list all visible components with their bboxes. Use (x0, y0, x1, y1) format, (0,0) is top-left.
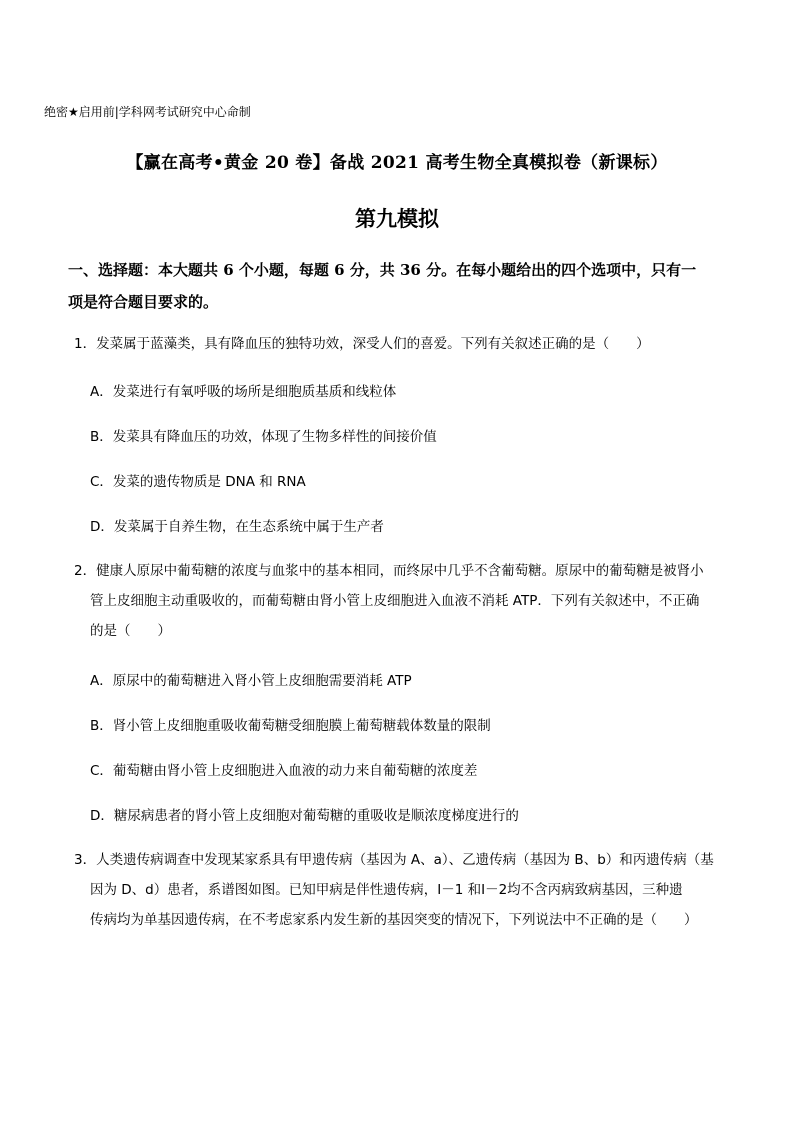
exam-subtitle: 第九模拟 (355, 206, 439, 231)
question-2-stem-line-2: 管上皮细胞主动重吸收的，而葡萄糖由肾小管上皮细胞进入血液不消耗 ATP．下列有关叙述中，不正确 (90, 593, 700, 609)
exam-title: 【赢在高考•黄金 20 卷】备战 2021 高考生物全真模拟卷（新课标） (126, 153, 668, 173)
section-instructions-line-2: 项是符合题目要求的。 (68, 293, 219, 311)
section-instructions-line-1: 一、选择题：本大题共 6 个小题，每题 6 分，共 36 分。在每小题给出的四个选项中，只有一 (68, 261, 697, 279)
question-2-option-d: D．糖尿病患者的肾小管上皮细胞对葡萄糖的重吸收是顺浓度梯度进行的 (90, 808, 519, 824)
header-note: 绝密★启用前|学科网考试研究中心命制 (44, 105, 251, 119)
question-1-option-c: C．发菜的遗传物质是 DNA 和 RNA (90, 474, 306, 490)
question-2-stem (74, 556, 734, 646)
question-1-stem (74, 329, 734, 359)
question-1-number: 1． (74, 336, 97, 352)
question-3-stem-line-1: 人类遗传病调查中发现某家系具有甲遗传病（基因为 A、a）、乙遗传病（基因为 B、b）和丙遗传病（基 (96, 852, 714, 868)
question-2-option-a: A．原尿中的葡萄糖进入肾小管上皮细胞需要消耗 ATP (90, 673, 412, 689)
question-3-number: 3． (74, 852, 97, 868)
question-3-stem-line-3: 传病均为单基因遗传病，在不考虑家系内发生新的基因突变的情况下，下列说法中不正确的是（ ） (90, 912, 698, 928)
question-3-stem (74, 845, 734, 935)
question-2-number: 2． (74, 563, 97, 579)
question-2-option-c: C．葡萄糖由肾小管上皮细胞进入血液的动力来自葡萄糖的浓度差 (90, 763, 478, 779)
question-1-option-a: A．发菜进行有氧呼吸的场所是细胞质基质和线粒体 (90, 384, 397, 400)
section-instructions (68, 254, 738, 318)
question-2-stem-line-1: 健康人原尿中葡萄糖的浓度与血浆中的基本相同，而终尿中几乎不含葡萄糖。原尿中的葡萄糖是被肾小 (96, 563, 704, 579)
question-1-option-b: B．发菜具有降血压的功效，体现了生物多样性的间接价值 (90, 429, 437, 445)
question-1-stem-line-1: 发菜属于蓝藻类，具有降血压的独特功效，深受人们的喜爱。下列有关叙述正确的是（ ） (96, 336, 650, 352)
question-2-option-b: B．肾小管上皮细胞重吸收葡萄糖受细胞膜上葡萄糖载体数量的限制 (90, 718, 491, 734)
question-2-stem-line-3: 的是（ ） (90, 623, 171, 639)
question-3-stem-line-2: 因为 D、d）患者，系谱图如图。已知甲病是伴性遗传病，Ⅰ－1 和Ⅰ－2均不含丙病致病基因，三种遗 (90, 882, 683, 898)
question-1-option-d: D．发菜属于自养生物，在生态系统中属于生产者 (90, 519, 384, 535)
